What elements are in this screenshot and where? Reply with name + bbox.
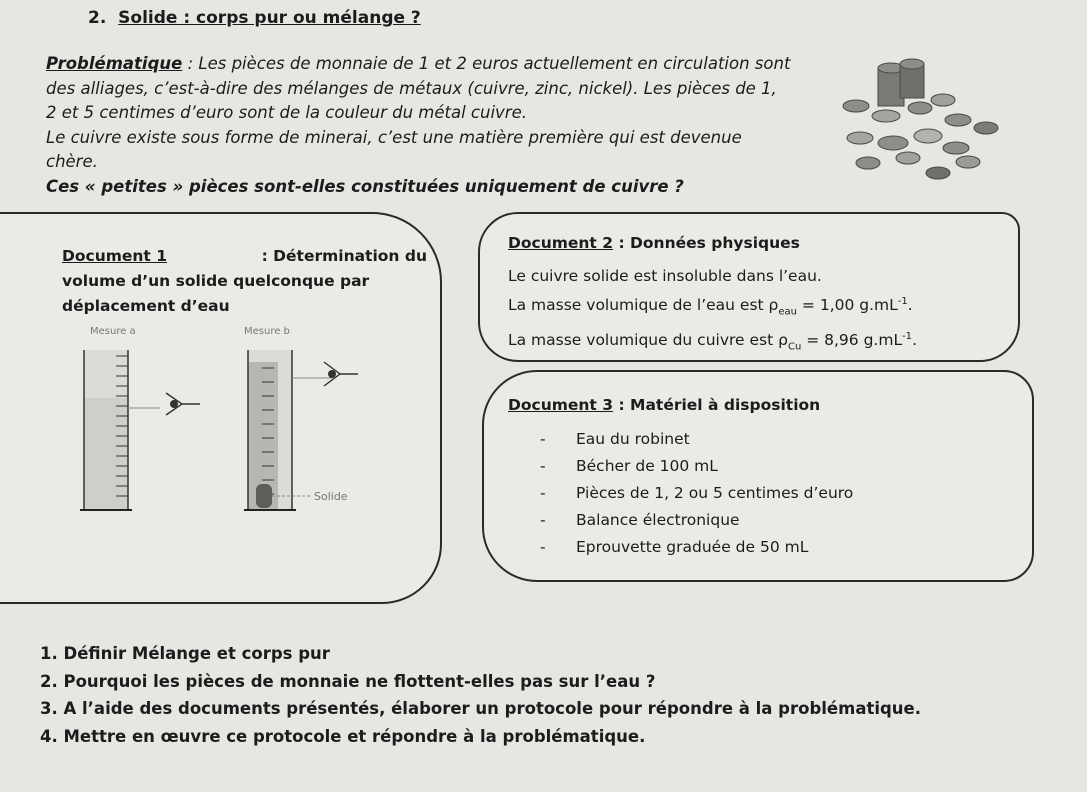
- list-item: - Bécher de 100 mL: [540, 457, 718, 475]
- question-item: 1. Définir Mélange et corps pur: [40, 644, 330, 663]
- problematique-line: chère.: [46, 152, 98, 171]
- document-2-line: La masse volumique du cuivre est $\rho_{Cu} = 8,96$ $g.mL^{-1}$.: [508, 331, 917, 353]
- section-title: [88, 8, 421, 28]
- section-heading: Solide : corps pur ou mélange ?: [118, 8, 421, 28]
- materials-list: [540, 426, 853, 561]
- question-item: 3. A l’aide des documents présentés, élaborer un protocole pour répondre à la problématique.: [40, 699, 922, 718]
- document-1-title: : Détermination du: [261, 247, 427, 265]
- section-number: 2.: [88, 8, 107, 28]
- problematique-question: Ces « petites » pièces sont-elles constituées uniquement de cuivre ?: [46, 176, 684, 196]
- document-3-label: Document 3: [508, 396, 614, 414]
- problematique-label: Problématique: [46, 54, 183, 73]
- problematique-line: des alliages, c’est-à-dire des mélanges de métaux (cuivre, zinc, nickel). Les pièces de 1,: [46, 78, 777, 98]
- problematique-line: Le cuivre existe sous forme de minerai, c’est une matière première qui est devenue: [46, 127, 742, 147]
- document-2-heading: [508, 234, 800, 252]
- document-3-heading: [508, 396, 820, 414]
- solide-label: Solide: [314, 490, 348, 503]
- coins-image: [838, 58, 1003, 188]
- questions-list: [40, 640, 921, 750]
- problematique-text: [46, 52, 791, 199]
- document-2-label: Document 2: [508, 234, 614, 252]
- document-2-line: La masse volumique de l’eau est $\rho_{eau} = 1,00$ $g.mL^{-1}$.: [508, 296, 913, 318]
- document-3-title: : Matériel à disposition: [618, 396, 821, 414]
- question-item: 2. Pourquoi les pièces de monnaie ne flottent-elles pas sur l’eau ?: [40, 671, 656, 691]
- document-1-heading: [62, 244, 427, 319]
- document-1-label: Document 1: [62, 247, 168, 265]
- document-2-content: [508, 264, 917, 360]
- cylinder-diagram: [70, 338, 370, 523]
- problematique-line: 2 et 5 centimes d’euro sont de la couleur du métal cuivre.: [46, 103, 527, 122]
- document-2-title: : Données physiques: [618, 234, 800, 252]
- question-item: 4. Mettre en œuvre ce protocole et répondre à la problématique.: [40, 726, 646, 746]
- document-2-line: Le cuivre solide est insoluble dans l’eau.: [508, 267, 822, 285]
- document-1-title: déplacement d’eau: [62, 297, 230, 315]
- list-item: - Eprouvette graduée de 50 mL: [540, 538, 809, 556]
- list-item: - Eau du robinet: [540, 430, 690, 448]
- problematique-line: : Les pièces de monnaie de 1 et 2 euros actuellement en circulation sont: [182, 54, 791, 73]
- document-1-title: volume d’un solide quelconque par: [62, 272, 370, 290]
- mesure-b-label: Mesure b: [244, 326, 290, 337]
- list-item: - Balance électronique: [540, 511, 740, 529]
- mesure-a-label: Mesure a: [90, 326, 136, 337]
- list-item: - Pièces de 1, 2 ou 5 centimes d’euro: [540, 484, 854, 502]
